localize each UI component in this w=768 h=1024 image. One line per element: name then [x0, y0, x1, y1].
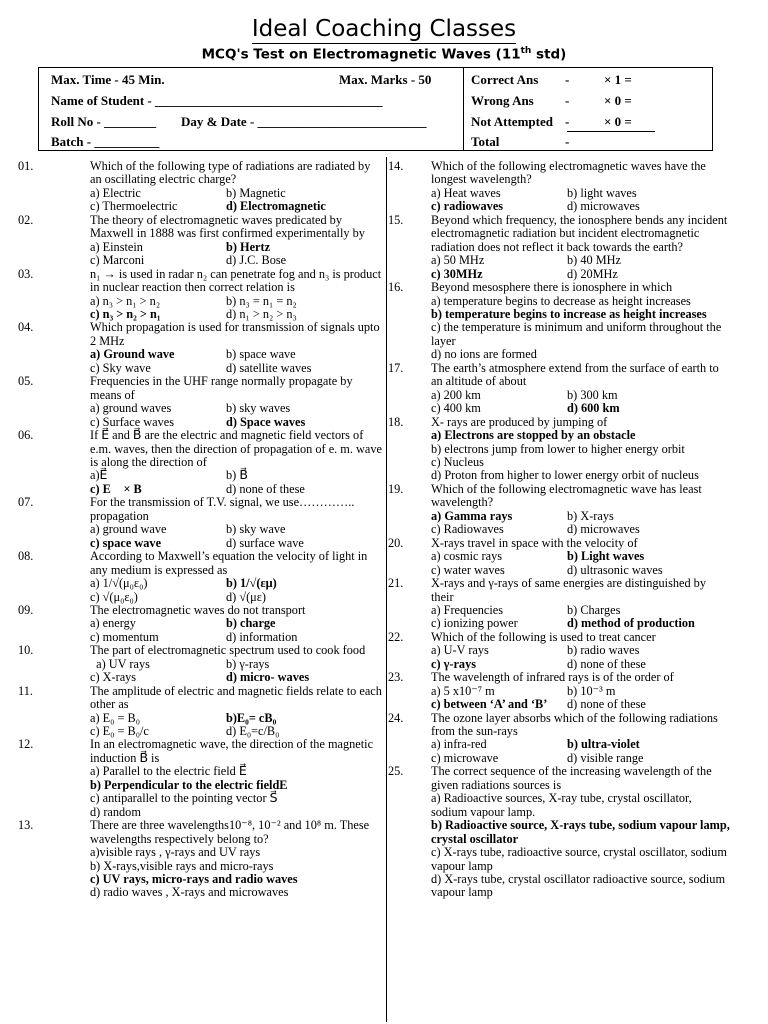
question-number: 06.	[18, 428, 34, 443]
question-item	[388, 281, 730, 362]
question-item	[18, 550, 382, 604]
question-number: 04.	[18, 320, 34, 335]
wrong-ans-label: Wrong Ans	[471, 93, 534, 108]
options-list	[431, 510, 730, 537]
question-item	[18, 819, 382, 900]
option-c[interactable]: c) Radiowaves	[431, 522, 504, 537]
option-b[interactable]: b) Magnetic	[226, 185, 286, 200]
option-d[interactable]: d) surface wave	[226, 535, 304, 550]
question-number: 10.	[18, 643, 34, 658]
question-text: The earth’s atmosphere extend from the surface of earth to an altitude of about	[431, 360, 719, 389]
total-label: Total	[471, 134, 500, 149]
question-number: 07.	[18, 495, 34, 510]
option-d[interactable]: d) E₀=c/B₀	[226, 724, 280, 739]
question-item	[18, 738, 382, 819]
option-c[interactable]: c) X-rays	[90, 670, 137, 685]
question-number: 11.	[18, 683, 33, 698]
question-text: Which of the following is used to treat cancer	[431, 629, 656, 644]
option-d[interactable]: d) information	[226, 629, 298, 644]
option-b[interactable]: b) charge	[226, 616, 276, 631]
option-a[interactable]: a) infra-red	[431, 737, 487, 752]
option-d[interactable]: d) method of production	[567, 616, 695, 631]
question-item	[18, 496, 382, 550]
question-number: 24.	[388, 710, 404, 725]
not-attempted-formula: × 0 =	[604, 114, 632, 129]
option-b[interactable]: b) radio waves	[567, 643, 640, 658]
options-list	[90, 295, 382, 322]
question-item	[388, 671, 730, 711]
question-text: The wavelength of infrared rays is of the order of	[431, 670, 674, 685]
options-list	[431, 429, 730, 483]
option-c[interactable]: c) √(μ₀ε₀)	[90, 589, 138, 604]
question-item	[388, 631, 730, 671]
question-number: 21.	[388, 576, 404, 591]
option-b[interactable]: b) X-rays,visible rays and micro-rays	[90, 858, 274, 873]
day-date-field[interactable]: Day & Date - __________________________	[181, 114, 427, 129]
question-text: The electromagnetic waves do not transport	[90, 602, 306, 617]
options-list	[431, 550, 730, 577]
not-attempted-dash: -	[565, 114, 570, 129]
option-d[interactable]: d) none of these	[567, 656, 646, 671]
left-question-column	[18, 160, 382, 900]
batch-field[interactable]: Batch - __________	[51, 134, 160, 149]
option-a[interactable]: a) temperature begins to decrease as height increases	[431, 293, 691, 308]
option-b[interactable]: b) space wave	[226, 347, 296, 362]
option-a[interactable]: a) U-V rays	[431, 643, 489, 658]
options-list	[90, 577, 382, 604]
option-b[interactable]: b) 300 km	[567, 387, 618, 402]
question-text: Which of the following type of radiations are radiated by an oscillating electric charge?	[90, 159, 371, 187]
option-d[interactable]: d) Proton from higher to lower energy orbit of nucleus	[431, 468, 699, 483]
question-item	[18, 429, 382, 496]
option-a[interactable]: a) 5 x10⁻⁷ m	[431, 683, 495, 698]
total-dash: -	[565, 134, 570, 149]
option-d[interactable]: d) micro- waves	[226, 670, 310, 685]
option-a[interactable]: a) Heat waves	[431, 185, 501, 200]
option-b[interactable]: b) sky wave	[226, 522, 286, 537]
page-title	[0, 16, 768, 42]
question-number: 16.	[388, 280, 404, 295]
question-number: 15.	[388, 212, 404, 227]
subtitle-text: MCQ's Test on Electromagnetic Waves (11	[201, 46, 521, 63]
options-list	[431, 187, 730, 214]
options-list	[90, 348, 382, 375]
option-b[interactable]: b) sky waves	[226, 401, 291, 416]
option-b[interactable]: b) X-rays	[567, 508, 614, 523]
question-text: X-rays travel in space with the velocity of	[431, 535, 638, 550]
option-c[interactable]: c) 400 km	[431, 401, 481, 416]
option-c[interactable]: c) Thermoelectric	[90, 199, 178, 214]
option-b[interactable]: b) electrons jump from lower to higher energy orbit	[431, 441, 685, 456]
option-a[interactable]: a) Electrons are stopped by an obstacle	[431, 428, 636, 443]
question-number: 17.	[388, 360, 404, 375]
option-d[interactable]: d) none of these	[226, 481, 305, 496]
options-list	[431, 254, 730, 281]
options-list	[90, 712, 382, 739]
options-list	[431, 685, 730, 712]
title-text: Ideal Coaching Classes	[251, 16, 517, 42]
option-a[interactable]: a) energy	[90, 616, 136, 631]
option-a[interactable]: a) Ground wave	[90, 347, 175, 362]
question-text: In an electromagnetic wave, the direction of the magnetic induction B⃗ is	[90, 737, 374, 765]
option-a[interactable]: a) Electric	[90, 185, 141, 200]
options-list	[431, 738, 730, 765]
option-a[interactable]: a) Frequencies	[431, 602, 504, 617]
question-text: X- rays are produced by jumping of	[431, 414, 608, 429]
option-b[interactable]: b) Hertz	[226, 239, 271, 254]
option-d[interactable]: d) 20MHz	[567, 266, 618, 281]
option-c[interactable]: c) radiowaves	[431, 199, 504, 214]
question-number: 01.	[18, 159, 34, 173]
option-a[interactable]: a) 200 km	[431, 387, 481, 402]
option-a[interactable]: a) n₃ > n₁ > n₂	[90, 293, 161, 308]
question-text: The correct sequence of the increasing wavelength of the given radiations sources is	[431, 764, 712, 792]
option-c[interactable]: c) momentum	[90, 629, 159, 644]
page-subtitle	[0, 46, 768, 63]
question-text: The theory of electromagnetic waves predicated by Maxwell in 1888 was first confirmed experimentally by	[90, 212, 365, 241]
total-separator-line	[567, 131, 655, 132]
option-b[interactable]: b) Charges	[567, 602, 621, 617]
options-list	[431, 604, 730, 631]
option-c[interactable]: c) Marconi	[90, 253, 145, 268]
option-a[interactable]: a)visible rays , γ-rays and UV rays	[90, 845, 261, 860]
option-c[interactable]: c) γ-rays	[431, 656, 477, 671]
question-item	[388, 416, 730, 483]
option-c[interactable]: c) the temperature is minimum and uniform throughout the layer	[431, 320, 722, 348]
question-item	[388, 712, 730, 766]
option-a[interactable]: a) E₀ = B₀	[90, 710, 140, 725]
option-c[interactable]: c) microwave	[431, 750, 499, 765]
question-text: The part of electromagnetic spectrum used to cook food	[90, 643, 366, 658]
option-c[interactable]: c) Nucleus	[431, 454, 484, 469]
question-item	[18, 604, 382, 644]
question-item	[388, 214, 730, 281]
question-item	[388, 577, 730, 631]
question-text: Beyond mesosphere there is ionosphere in which	[431, 280, 673, 295]
option-b[interactable]: b) Perpendicular to the electric fieldE⃗	[90, 777, 298, 792]
option-c[interactable]: c) between ‘A’ and ‘B’	[431, 697, 548, 712]
option-c[interactable]: c) n₃ > n₂ > n₁	[90, 306, 161, 321]
question-number: 22.	[388, 629, 404, 644]
column-divider	[386, 157, 387, 1022]
option-b[interactable]: b) 1/√(εμ)	[226, 576, 277, 591]
option-b[interactable]: b) 10⁻³ m	[567, 683, 616, 698]
option-a[interactable]: a) cosmic rays	[431, 549, 503, 564]
option-d[interactable]: d) no ions are formed	[431, 347, 537, 362]
question-number: 19.	[388, 481, 404, 496]
max-time: Max. Time - 45 Min.	[51, 72, 165, 87]
options-list	[431, 792, 730, 900]
option-c[interactable]: c) ionizing power	[431, 616, 518, 631]
question-text: If E⃗ and B⃗ are the electric and magnetic field vectors of e.m. waves, then the direction of propagation of e. m. wave is along the direction of	[90, 428, 382, 469]
question-number: 13.	[18, 818, 34, 833]
question-item	[388, 362, 730, 416]
option-a[interactable]: a)E⃗	[90, 468, 108, 483]
question-item	[18, 268, 382, 322]
question-item	[388, 537, 730, 577]
question-number: 02.	[18, 212, 34, 227]
option-d[interactable]: d) 600 km	[567, 401, 620, 416]
question-text: There are three wavelengths10⁻⁸, 10⁻² and 10⁸ m. These wavelengths respectively belong to?	[90, 818, 370, 846]
options-list	[90, 187, 382, 214]
options-list	[90, 523, 382, 550]
option-b[interactable]: b) light waves	[567, 185, 637, 200]
option-d[interactable]: d) none of these	[567, 697, 646, 712]
student-name-field[interactable]: Name of Student - ___________________________________	[51, 93, 383, 108]
option-d[interactable]: d) Electromagnetic	[226, 199, 326, 214]
option-c[interactable]: c) 30MHz	[431, 266, 483, 281]
question-text: Beyond which frequency, the ionosphere bends any incident electromagnetic radiation but incident electromagnetic radiation does not reflect it back towards the earth?	[431, 212, 728, 254]
option-b[interactable]: b) B⃗	[226, 468, 248, 483]
question-number: 03.	[18, 266, 34, 281]
options-list	[90, 617, 382, 644]
option-a[interactable]: a) ground waves	[90, 401, 172, 416]
option-a[interactable]: a) ground wave	[90, 522, 167, 537]
option-b[interactable]: b) ultra-violet	[567, 737, 640, 752]
question-text: Which of the following electromagnetic waves have the longest wavelength?	[431, 159, 706, 187]
subtitle-suffix: std)	[531, 46, 567, 63]
question-text: Frequencies in the UHF range normally propagate by means of	[90, 374, 353, 402]
option-d[interactable]: d) Space waves	[226, 414, 306, 429]
question-text: The ozone layer absorbs which of the following radiations from the sun-rays	[431, 710, 718, 739]
option-b[interactable]: b) n₃ = n₁ = n₂	[226, 293, 297, 308]
question-number: 09.	[18, 602, 34, 617]
option-c[interactable]: c) E₀ = B₀/c	[90, 724, 149, 739]
question-text: Which of the following electromagnetic wave has least wavelength?	[431, 481, 702, 510]
question-number: 18.	[388, 414, 404, 429]
option-a[interactable]: a) Radioactive sources, X-ray tube, crystal oscillator, sodium vapour lamp.	[431, 791, 692, 819]
header-box	[38, 67, 713, 151]
question-item	[18, 160, 382, 214]
right-question-column	[388, 160, 730, 900]
correct-ans-label: Correct Ans	[471, 72, 539, 87]
options-list	[90, 241, 382, 268]
option-d[interactable]: d) X-rays tube, crystal oscillator radioactive source, sodium vapour lamp	[431, 872, 726, 900]
question-number: 25.	[388, 764, 404, 779]
option-a[interactable]: a) Parallel to the electric field E⃗	[90, 764, 247, 779]
correct-ans-dash: -	[565, 72, 570, 87]
option-d[interactable]: d) random	[90, 804, 141, 819]
options-list	[431, 644, 730, 671]
correct-ans-formula: × 1 =	[604, 72, 632, 87]
option-b[interactable]: b) temperature begins to increase as height increases	[431, 306, 707, 321]
option-d[interactable]: d) radio waves , X-rays and microwaves	[90, 885, 289, 900]
question-item	[18, 644, 382, 684]
question-number: 12.	[18, 737, 34, 752]
options-list	[90, 469, 382, 496]
question-text: X-rays and γ-rays of same energies are distinguished by their	[431, 576, 706, 604]
option-a[interactable]: a) Einstein	[90, 239, 143, 254]
option-d[interactable]: d) microwaves	[567, 522, 640, 537]
options-list	[90, 846, 382, 900]
option-a[interactable]: a) 50 MHz	[431, 253, 485, 268]
option-b[interactable]: b) Radioactive source, X-rays tube, sodium vapour lamp, crystal oscillator	[431, 818, 730, 846]
options-list	[90, 765, 382, 819]
question-item	[18, 685, 382, 739]
subtitle-sup: th	[520, 46, 532, 56]
question-number: 20.	[388, 535, 404, 550]
question-number: 14.	[388, 159, 404, 173]
option-d[interactable]: d) n₁ > n₂ > n₃	[226, 306, 297, 321]
question-item	[18, 375, 382, 429]
question-item	[388, 483, 730, 537]
option-d[interactable]: d) √(με)	[226, 589, 267, 604]
option-b[interactable]: b) Light waves	[567, 549, 645, 564]
option-b[interactable]: b) 40 MHz	[567, 253, 621, 268]
question-item	[18, 214, 382, 268]
max-marks: Max. Marks - 50	[339, 72, 432, 87]
option-c[interactable]: c) Sky wave	[90, 360, 151, 375]
question-text: The amplitude of electric and magnetic fields relate to each other as	[90, 683, 382, 712]
wrong-ans-dash: -	[565, 93, 570, 108]
question-number: 08.	[18, 549, 34, 564]
option-c[interactable]: c) space wave	[90, 535, 162, 550]
option-b[interactable]: b) γ-rays	[226, 656, 270, 671]
option-b[interactable]: b)E₀= cB₀	[226, 710, 277, 725]
question-number: 23.	[388, 670, 404, 685]
option-a[interactable]: a) 1/√(μ₀ε₀)	[90, 576, 148, 591]
not-attempted-label: Not Attempted	[471, 114, 553, 129]
wrong-ans-formula: × 0 =	[604, 93, 632, 108]
option-d[interactable]: d) J.C. Bose	[226, 253, 287, 268]
option-c[interactable]: c) water waves	[431, 562, 505, 577]
roll-no-field[interactable]: Roll No - ________	[51, 114, 157, 129]
question-item	[18, 321, 382, 375]
question-text: For the transmission of T.V. signal, we use………….. propagation	[90, 495, 355, 523]
option-d[interactable]: d) visible range	[567, 750, 644, 765]
option-c[interactable]: c) Surface waves	[90, 414, 174, 429]
option-a[interactable]: a) Gamma rays	[431, 508, 513, 523]
option-c[interactable]: c) E⃗ × B⃗	[90, 481, 152, 496]
options-list	[431, 295, 730, 362]
option-d[interactable]: d) microwaves	[567, 199, 640, 214]
option-a[interactable]: a) UV rays	[90, 656, 150, 671]
question-item	[388, 160, 730, 214]
option-d[interactable]: d) ultrasonic waves	[567, 562, 663, 577]
option-d[interactable]: d) satellite waves	[226, 360, 312, 375]
question-text: According to Maxwell’s equation the velocity of light in any medium is expressed as	[90, 549, 368, 577]
question-item	[388, 765, 730, 900]
option-c[interactable]: c) X-rays tube, radioactive source, crystal oscillator, sodium vapour lamp	[431, 845, 727, 873]
question-text: Which propagation is used for transmission of signals upto 2 MHz	[90, 320, 380, 348]
option-c[interactable]: c) UV rays, micro-rays and radio waves	[90, 872, 298, 887]
question-number: 05.	[18, 374, 34, 389]
options-list	[90, 658, 382, 685]
options-list	[431, 389, 730, 416]
options-list	[90, 402, 382, 429]
option-c[interactable]: c) antiparallel to the pointing vector S⃗	[90, 791, 278, 806]
question-text: n₁ → is used in radar n₂ can penetrate fog and n₃ is product in nuclear reaction then correct relation is	[90, 266, 382, 295]
